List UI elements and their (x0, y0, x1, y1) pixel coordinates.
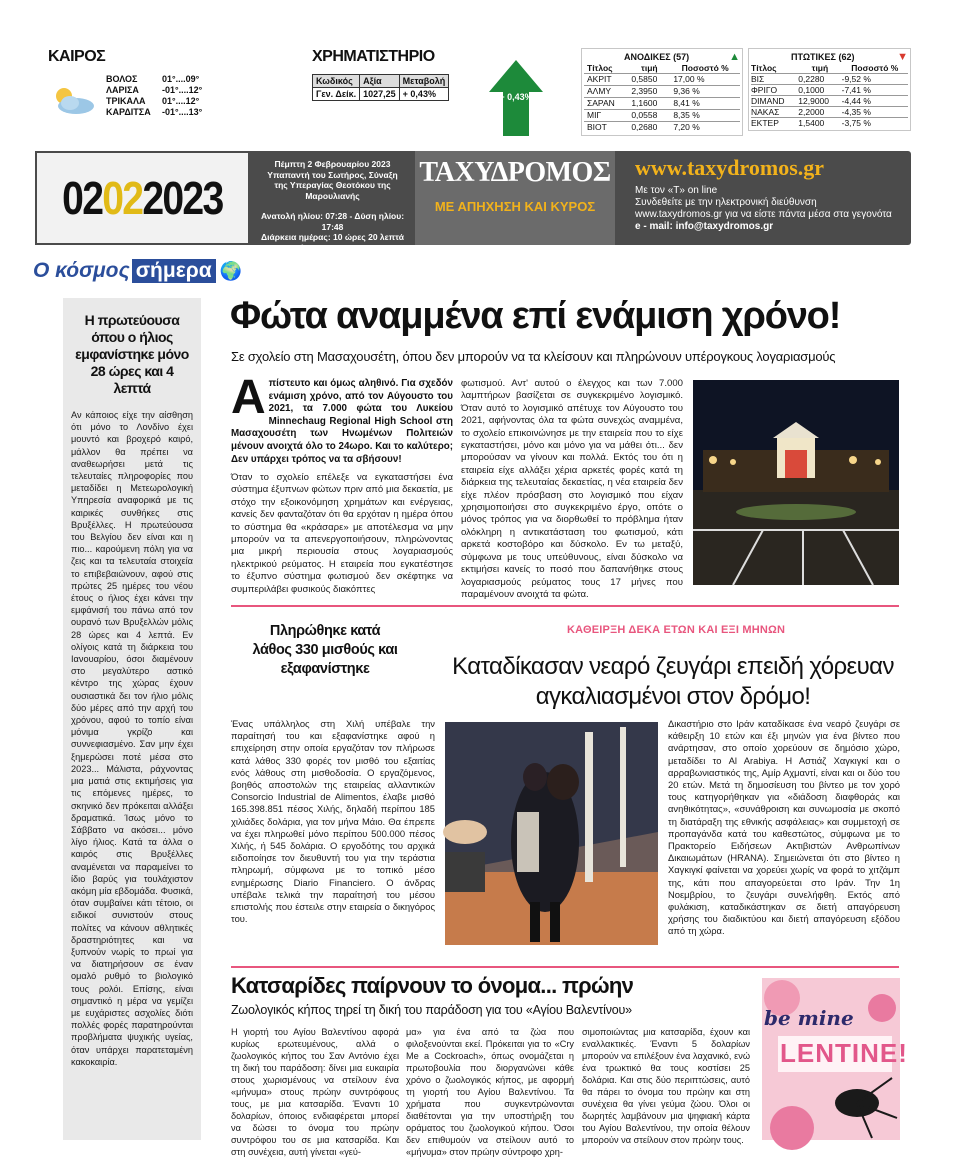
weather-title: ΚΑΙΡΟΣ (48, 48, 106, 65)
roaches-body-col1: Η γιορτή του Αγίου Βαλεντίνου αφορά κυρίως ερωτευμένους, αλλά ο ζωολογικός κήπος του Σαν Αντόνιο έχει τη δική του παράδοση: δίνει μια ευκαιρία στους χωρισμένους να στείλουν ένα «μήνυμα» στους πρώην συντρόφους τους, με μια κατσαρίδα. Έναντι 10 δολαρίων, όποιος ενδιαφέρεται μπορεί να δώσει το όνομα του πρώην συντρόφου του σε μια κατσαρίδα. Και στη συνέχεια, αυτή γίνεται «γεύ- (231, 1027, 399, 1157)
section-label: Ο κόσμος σήμερα 🌍 (33, 259, 243, 282)
lead-body-col2: φωτισμού. Αντ' αυτού ο έλεγχος και των 7.000 λαμπτήρων βασίζεται σε συγκεκριμένο λογισμικό. Όταν αυτό το λογισμικό απέτυχε τον Αύγουστο του 2021, αφήνοντας όλα τα φώτα συνεχώς αναμμένα, το σχολείο επικοινώνησε με την εταιρεία που το είχε εγκαταστήσει, μόνο και μόνο για να μάθει ότι... δεν μπορούσαν να γίνουν και πολλά. Εκτός του ότι η εταιρεία είχε αλλάξει χέρια αρκετές φορές κατά τη διάρκεια της τελευταίας δεκαετίας, η νέα εταιρεία δεν είχε πλέον πρόσβαση στο λογισμικό που είχαν χρησιμοποιήσει στο συγκεκριμένο έργο, οπότε ο μόνος τρόπος για να διορθωθεί το πρόβλημα ήταν ολόκληρη η αντικατάσταση του φωτισμού, κάτι αρκετά κοστοβόρο και δύσκολο. Εν τω μεταξύ, σύμφωνα με τους υπεύθυνους, είναι δύσκολο να εκτιμήσει κανείς το ποσό που δαπανήθηκε στους λογαριασμούς ρεύματος τους 17 μήνες που παραμένουν ανοιχτά τα φώτα. (461, 378, 683, 600)
website-link[interactable]: www.taxydromos.gr (635, 155, 825, 180)
roaches-headline: Κατσαρίδες παίρνουν το όνομα... πρώην (231, 973, 634, 998)
iran-body: Δικαστήριο στο Ιράν καταδίκασε ένα νεαρό ζευγάρι σε κάθειρξη 10 ετών και έξι μηνών για ένα βίντεο που ανάρτησαν, στο οποίο χορεύουν σε δημόσιο χώρο, μεταδίδει το Al Arabiya. Η Αστιάζ Χαγκιγκί και ο αρραβωνιαστικός της, Αμίρ Αχμαντί, είναι και οι δύο του 20 ετών. Μετά τη δημοσίευση του βίντεο με τον χορό τους κατηγορήθηκαν για «διάδοση διαφθοράς και ανηθικότητας», «συνάθροιση και συνωμοσία με σκοπό τη διατάραξη της εθνικής ασφάλειας» και συμμετοχή σε προπαγάνδα κατά του καθεστώτος, σύμφωνα με το Πρακτορείο Ειδήσεων Ακτιβιστών Ανθρωπίνων Δικαιωμάτων (HRANA). Σημειώνεται ότι στο βίντεο η Χαγκιγκί φαίνεται να χορεύει χωρίς να φορά το χιτζάμπ της, κάτι που απαγορεύεται στο Ιράν. Την 1η Νοεμβρίου, το ζευγάρι συνελήφθη. Εκτός από φυλάκιση, καταδικάστηκαν σε διετή απαγόρευση χρήσης του διαδικτύου και διετή απαγόρευση εξόδου από τη χώρα. (668, 718, 900, 937)
weather-row: ΤΡΙΚΑΛΑ 01°....12° (106, 96, 200, 106)
couple-dancing-photo (445, 722, 658, 945)
card-text-2: LENTINE! (780, 1038, 908, 1068)
losers-title: ΠΤΩΤΙΚΕΣ (62) (791, 52, 855, 62)
weather-box (48, 48, 208, 128)
up-arrow-icon (487, 58, 545, 138)
web-info: www.taxydromos.gr Με τον «Τ» on line Συνδεθείτε με την ηλεκτρονική διεύθυνση www.taxydromos.gr για να είστε πάντα μέσα στα γεγονότα e - mail: info@taxydromos.gr (635, 155, 905, 233)
dropcap: Α (231, 371, 266, 424)
stock-index-table: Κωδικός Αξία Μεταβολή Γεν. Δείκ. 1027,25 + 0,43% (312, 74, 449, 101)
table-row: ΜΙΓ 0,0558 8,35 % (584, 110, 740, 122)
sidebar-article (63, 298, 201, 1140)
newspaper-masthead: ΤΑΧΥΔΡΟΜΟΣ ΜΕ ΑΠΗΧΗΣΗ ΚΑΙ ΚΥΡΟΣ (415, 151, 615, 245)
roaches-body-col3: σιμοποιώντας μια κατσαρίδα, έχουν και εναλλακτικές. Έναντι 5 δολαρίων μπορούν να επιλέξουν ένα λαχανικό, ενώ ένα τρωκτικό θα τους κοστίσει 25 δολάρια. Και στις δύο περιπτώσεις, αυτό θα πάρει το όνομα του πρώην και στη συνέχεια θα γίνει γεύμα ζώου. Όλοι οι δωρητές λαμβάνουν μια ψηφιακή κάρτα του Αγίου Βαλεντίνου, την οποία θέλουν μπορούν να στείλουν στον πρώην τους. (582, 1027, 750, 1145)
losers-table-box (748, 48, 911, 131)
date-box (35, 151, 250, 245)
weather-row: ΒΟΛΟΣ 01°....09° (106, 74, 200, 84)
table-row: ΒΙΣ 0,2280 -9,52 % (751, 74, 908, 85)
card-text-1: be mine (764, 1006, 854, 1030)
weather-row: ΚΑΡΔΙΤΣΑ -01°....13° (106, 107, 203, 117)
red-down-arrow-icon: ▼ (897, 51, 908, 63)
salary-headline: Πληρώθηκε κατά λάθος 330 μισθούς και εξαφανίστηκε (252, 623, 398, 677)
lead-subhead: Σε σχολείο στη Μασαχουσέτη, όπου δεν μπορούν να τα κλείσουν και πληρώνουν υπέρογκους λογαριασμούς (231, 349, 836, 364)
table-row: ΦΡΙΓΟ 0,1000 -7,41 % (751, 85, 908, 96)
issue-date: 02022023 (62, 172, 223, 224)
roaches-subhead: Ζωολογικός κήπος τηρεί τη δική του παράδοση για του «Αγίου Βαλεντίνου» (231, 1003, 632, 1017)
lead-intro: Α πίστευτο και όμως αληθινό. Για σχεδόν ενάμιση χρόνο, από τον Αύγουστο του 2021, τα 7.000 φώτα του Λυκείου Minnechaug Regional High School στη Μασαχουσέτη των Ηνωμένων Πολιτειών μένουν ανοιχτά όλο το 24ωρο. Και το καλύτερο; Δεν υπάρχει τρόπος να τα σβήσουν! (231, 371, 453, 465)
table-row: ΕΚΤΕΡ 1,5400 -3,75 % (751, 118, 908, 129)
sidebar-body: Αν κάποιος είχε την αίσθηση ότι μόνο το Λονδίνο έχει μουντό και βροχερό καιρό, μάλλον θα πρέπει να αναθεωρήσει μετά τις τελευταίες πληροφορίες που μεταδίδει η Μετεωρολογική Υπηρεσία αναφορικά με τις καιρικές συνθήκες στις Βρυξέλλες. Η πρωτεύουσα του Βελγίου δεν είναι και η πιο... καρούμενη πόλη για να ζεις και τα τελευταία στοιχεία το επιβεβαιώνουν, αφού στις πρώτες 25 ημέρες του νέου έτους ο ήλιος έχει κάνει την εμφάνισή του πάνω από τον ουρανό των Βρυξελλών μόλις 28 ώρες και 4 λεπτά. Εν ολίγοις κατά τη διάρκεια του Ιανουαρίου, όσοι διαμένουν στο μεγαλύτερο αστικό κέντρο της χώρας έχουν ουσιαστικά δει τον ήλιο μόλις δύο μέρες από την αρχή του χρόνου, αφού το τοπίο είναι μόνιμα γκρίζο και συννεφιασμένο. Σαν μην έχει ξημερώσει ποτέ μέσα στο 2023... Μάλιστα, ράχνοντας μια ματιά στις εκτιμήσεις για τις επόμενες ημέρες, το σκηνικό δεν πρόκειται αλλάξει δραματικά. Ίσως μόνο το Σάββατο να ακόσει... μόνο λίγο ήλιος. Κατά τα άλλα ο καιρός στις Βρυξέλλες αναμένεται να παραμείνει το ίδιο βαρύς για τουλάχιστον ακόμη μία εβδομάδα. Φυσικά, όταν συμβαίνει κάτι τέτοιο, οι ειδικοί συνιστούν στους πολίτες να κάνουν αθλητικές δραστηριότητες και να ξυπνούν νωρίς το πρωί για να διατηρήσουν σε έναν ομαλό ρυθμό το βιολογικό τους ρολόι. Επίσης, είναι σημαντικό η μέρα να γεμίζει με ευχάριστες ασχολίες διότι πολλές φορές παρατηρούνται προβλήματα ψυχικής υγείας, όταν υπάρχει παρατεταμένη κακοκαιρία. (71, 410, 193, 1067)
stock-box (312, 48, 452, 101)
gainers-title: ΑΝΟΔΙΚΕΣ (57) (624, 52, 690, 62)
gainers-table-box (581, 48, 743, 136)
table-row: ΒΙΟΤ 0,2680 7,20 % (584, 122, 740, 134)
globe-icon: 🌍 (219, 260, 243, 281)
green-up-arrow-icon: ▲ (729, 51, 740, 63)
table-row: DIMAND 12,9000 -4,44 % (751, 96, 908, 107)
day-info: Πέμπτη 2 Φεβρουαρίου 2023 Υπαπαντή του Σωτήρος, Σύναξη της Υπεραγίας Θεοτόκου της Μαρουλιανής Ανατολή ηλίου: 07:28 - Δύση ηλίου: 17:48 Διάρκεια ημέρας: 10 ώρες 20 λεπτά Σελήνη 11.8 ημερών (260, 159, 405, 253)
index-change: + 0,43% (499, 92, 533, 102)
lead-body-col1: Όταν το σχολείο επέλεξε να εγκαταστήσει ένα σύστημα έξυπνων φώτων πριν από μια δεκαετία, με στόχο την εξοικονόμηση χρημάτων και ενέργειας, κανείς δεν φανταζόταν ότι θα ερχόταν η ημέρα όπου το σύστημα θα «κράσαρε» με αποτέλεσμα να μην μπορούν να τα απενεργοποιήσουν, πληρώνοντας μια μικρή περιουσία στους λογαριασμούς ηλεκτρικού ρεύματος. Η εταιρεία που εγκατέστησε το έξυπνο σύστημα φωτισμού δεν σκέφτηκε να συμπεριλάβει φυσικούς διακόπτες (231, 472, 453, 595)
table-row: ΝΑΚΑΣ 2,2000 -4,35 % (751, 107, 908, 118)
section-divider (231, 966, 899, 968)
gainers-table: Τίτλος τιμή Ποσοστό % ΑΚΡΙΤ 0,5850 17,00 % ΑΛΜΥ 2,3950 9,36 % ΣΑΡΑΝ 1,1600 8,41 % ΜΙΓ 0,0558 8,35 % ΒΙΟΤ 0,2680 7,20 % (584, 63, 740, 133)
table-row: ΣΑΡΑΝ 1,1600 8,41 % (584, 98, 740, 110)
sidebar-headline: Η πρωτεύουσα όπου ο ήλιος εμφανίστηκε μόνο 28 ώρες και 4 λεπτά (75, 312, 189, 396)
valentine-card-photo (762, 978, 908, 1140)
iran-headline: Καταδίκασαν νεαρό ζευγάρι επειδή χόρευαν αγκαλιασμένοι στον δρόμο! (452, 653, 894, 710)
iran-kicker: ΚΑΘΕΙΡΞΗ ΔΕΚΑ ΕΤΩΝ ΚΑΙ ΕΞΙ ΜΗΝΩΝ (567, 624, 786, 636)
salary-body: Ένας υπάλληλος στη Χιλή υπέβαλε την παραίτησή του και εξαφανίστηκε αφού η επιχείρηση στην οποία εργαζόταν τον πλήρωσε κατά λάθος 330 φορές τον μισθό του εξαιτίας ενός λάθους στη μισθοδοσία. Ο εργαζόμενος, βοηθός αποστολών της εταιρείας αλλαντικών Consorcio Industrial de Alimentos, έλαβε μισθό 165.398.851 πέσος Χιλής, δηλαδή περίπου 185 χιλιάδες δολάρια, για τον μήνα Μάιο. Θα έπρεπε να έχει πληρωθεί μόνο περίπου 500.000 πέσος Χιλής, ή 545 δολάρια. Ο εργοδότης του αρχικά ειδοποίησε τον διευθυντή του για την τεράστια πληρωμή, σύμφωνα με το τοπικό μέσο ενημέρωσης Diario Financiero. Ο άνδρας υπέβαλε τελικά την παραίτησή του μέσου επιστολής που έστειλε στην εταιρεία ο δικηγόρος του. (231, 718, 435, 925)
roaches-body-col2: μα» για ένα από τα ζώα που φιλοξενούνται εκεί. Πρόκειται για το «Cry Me a Cockroach», όπως ονομάζεται η πρωτοβουλία που διοργανώνει κάθε χρόνο ο ζωολογικός κήπος, με αφορμή τη γιορτή του Αγίου Βαλεντίνου. Τα χρήματα που συγκεντρώνονται διαθέτονται για την υποστήριξη του οράματος του ζωολογικού κήπου. Όσοι δεν επιθυμούν να στείλουν αυτό το «μήνυμα» στον πρώην σύντροφο χρη- (406, 1027, 574, 1157)
masthead-banner (35, 151, 911, 253)
section-divider (231, 605, 899, 607)
email-link[interactable]: e - mail: info@taxydromos.gr (635, 221, 774, 232)
losers-table: Τίτλος τιμή Ποσοστό % ΒΙΣ 0,2280 -9,52 % ΦΡΙΓΟ 0,1000 -7,41 % DIMAND 12,9000 -4,44 % ΝΑΚΑΣ 2,2000 -4,35 % ΕΚΤΕΡ 1,5400 -3,75 % (751, 63, 908, 128)
school-night-photo (693, 380, 899, 585)
cloud-sun-icon (48, 86, 98, 116)
table-row: ΑΛΜΥ 2,3950 9,36 % (584, 86, 740, 98)
stock-title: ΧΡΗΜΑΤΙΣΤΗΡΙΟ (312, 48, 435, 65)
lead-headline: Φώτα αναμμένα επί ενάμιση χρόνο! (230, 295, 841, 337)
table-row: ΑΚΡΙΤ 0,5850 17,00 % (584, 74, 740, 86)
weather-row: ΛΑΡΙΣΑ -01°....12° (106, 85, 203, 95)
